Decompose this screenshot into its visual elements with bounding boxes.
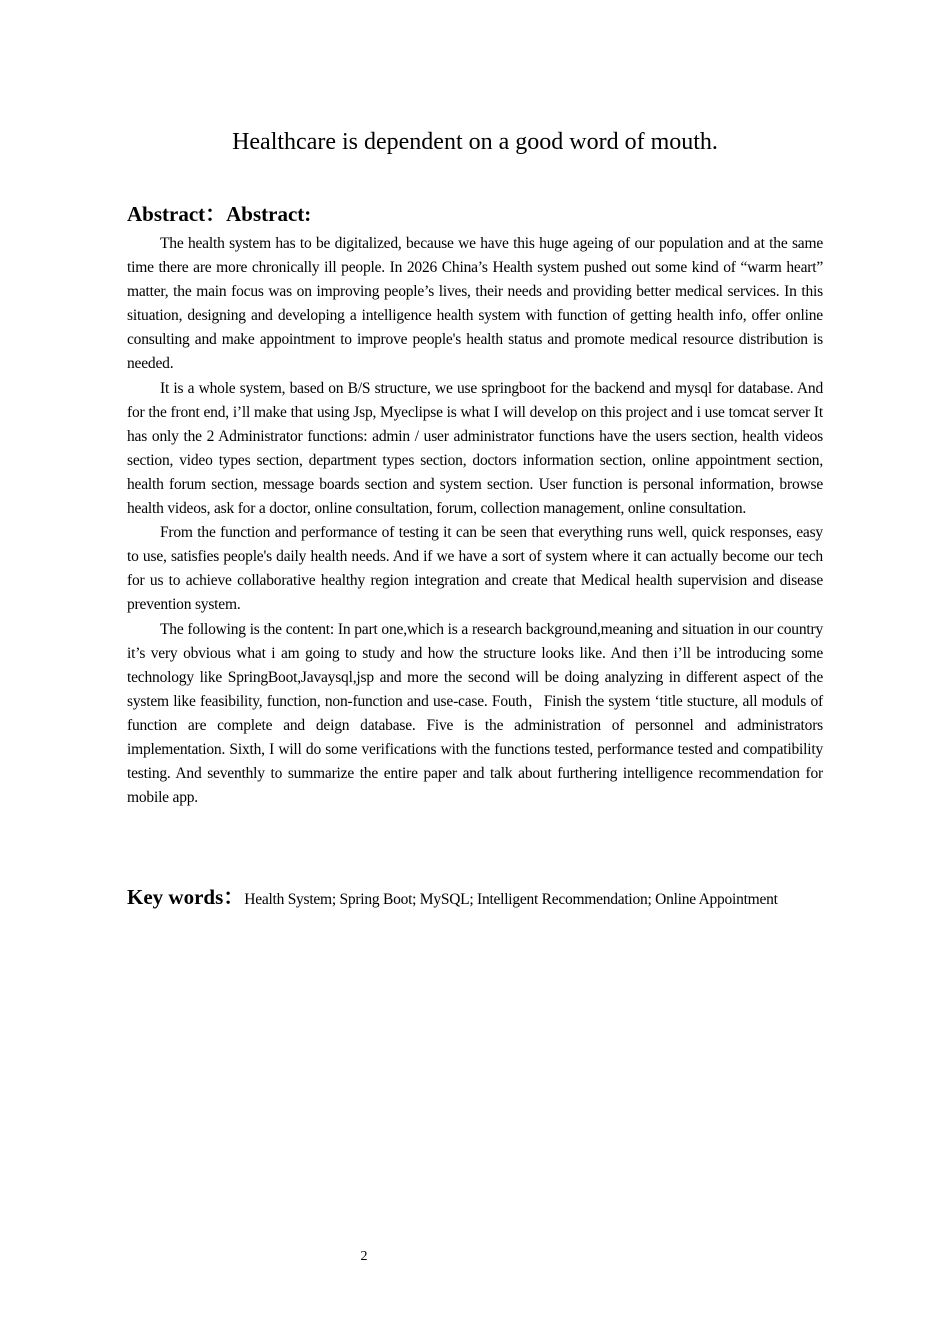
keywords-line [127, 882, 847, 915]
keywords-text: Health System; Spring Boot; MySQL; Intelligent Recommendation; Online Appointment [244, 891, 778, 908]
page-title: Healthcare is dependent on a good word of mouth. [232, 129, 718, 155]
abstract-heading: Abstract：Abstract: [127, 202, 312, 226]
page-number: 2 [360, 1249, 368, 1264]
abstract-paragraph-3: From the function and performance of testing it can be seen that everything runs well, quick responses, easy to use, satisfies people's daily health needs. And if we have a sort of system where it can actually become our tech for us to achieve collaborative healthy region integration and create that Medical health supervision and disease prevention system. [127, 524, 823, 614]
abstract-body [127, 232, 823, 810]
keywords-label: Key words： [127, 885, 245, 909]
abstract-paragraph-4: The following is the content: In part one,which is a research background,meaning and situation in our country it’s very obvious what i am going to study and how the structure looks like. And then i’ll be introducing some technology like SpringBoot,Javaysql,jsp and more the second will be doing analyzing in different aspect of the system like feasibility, function, non-function and use-case. Fouth，Finish the system ‘title stucture, all moduls of function are complete and deign database. Five is the administration of personnel and administrators implementation. Sixth, I will do some verifications with the functions tested, performance tested and compatibility testing. And seventhly to summarize the entire paper and talk about furthering intelligence recommendation for mobile app. [127, 620, 823, 807]
abstract-paragraph-2: It is a whole system, based on B/S structure, we use springboot for the backend and mysql for database. And for the front end, i’ll make that using Jsp, Myeclipse is what I will develop on this project and i use tomcat server It has only the 2 Administrator functions: admin / user administrator functions have the users section, health videos section, video types section, department types section, doctors information section, online appointment section, health forum section, message boards section and system section. User function is personal information, browse health videos, ask for a doctor, online consultation, forum, collection management, online consultation. [127, 379, 823, 518]
abstract-paragraph-1: The health system has to be digitalized, because we have this huge ageing of our population and at the same time there are more chronically ill people. In 2026 China’s Health system pushed out some kind of “warm heart” matter, the main focus was on improving people’s lives, their needs and providing better medical services. In this situation, designing and developing a intelligence health system with function of getting health info, offer online consulting and make appointment to improve people's health status and promote medical resource distribution is needed. [127, 235, 823, 373]
